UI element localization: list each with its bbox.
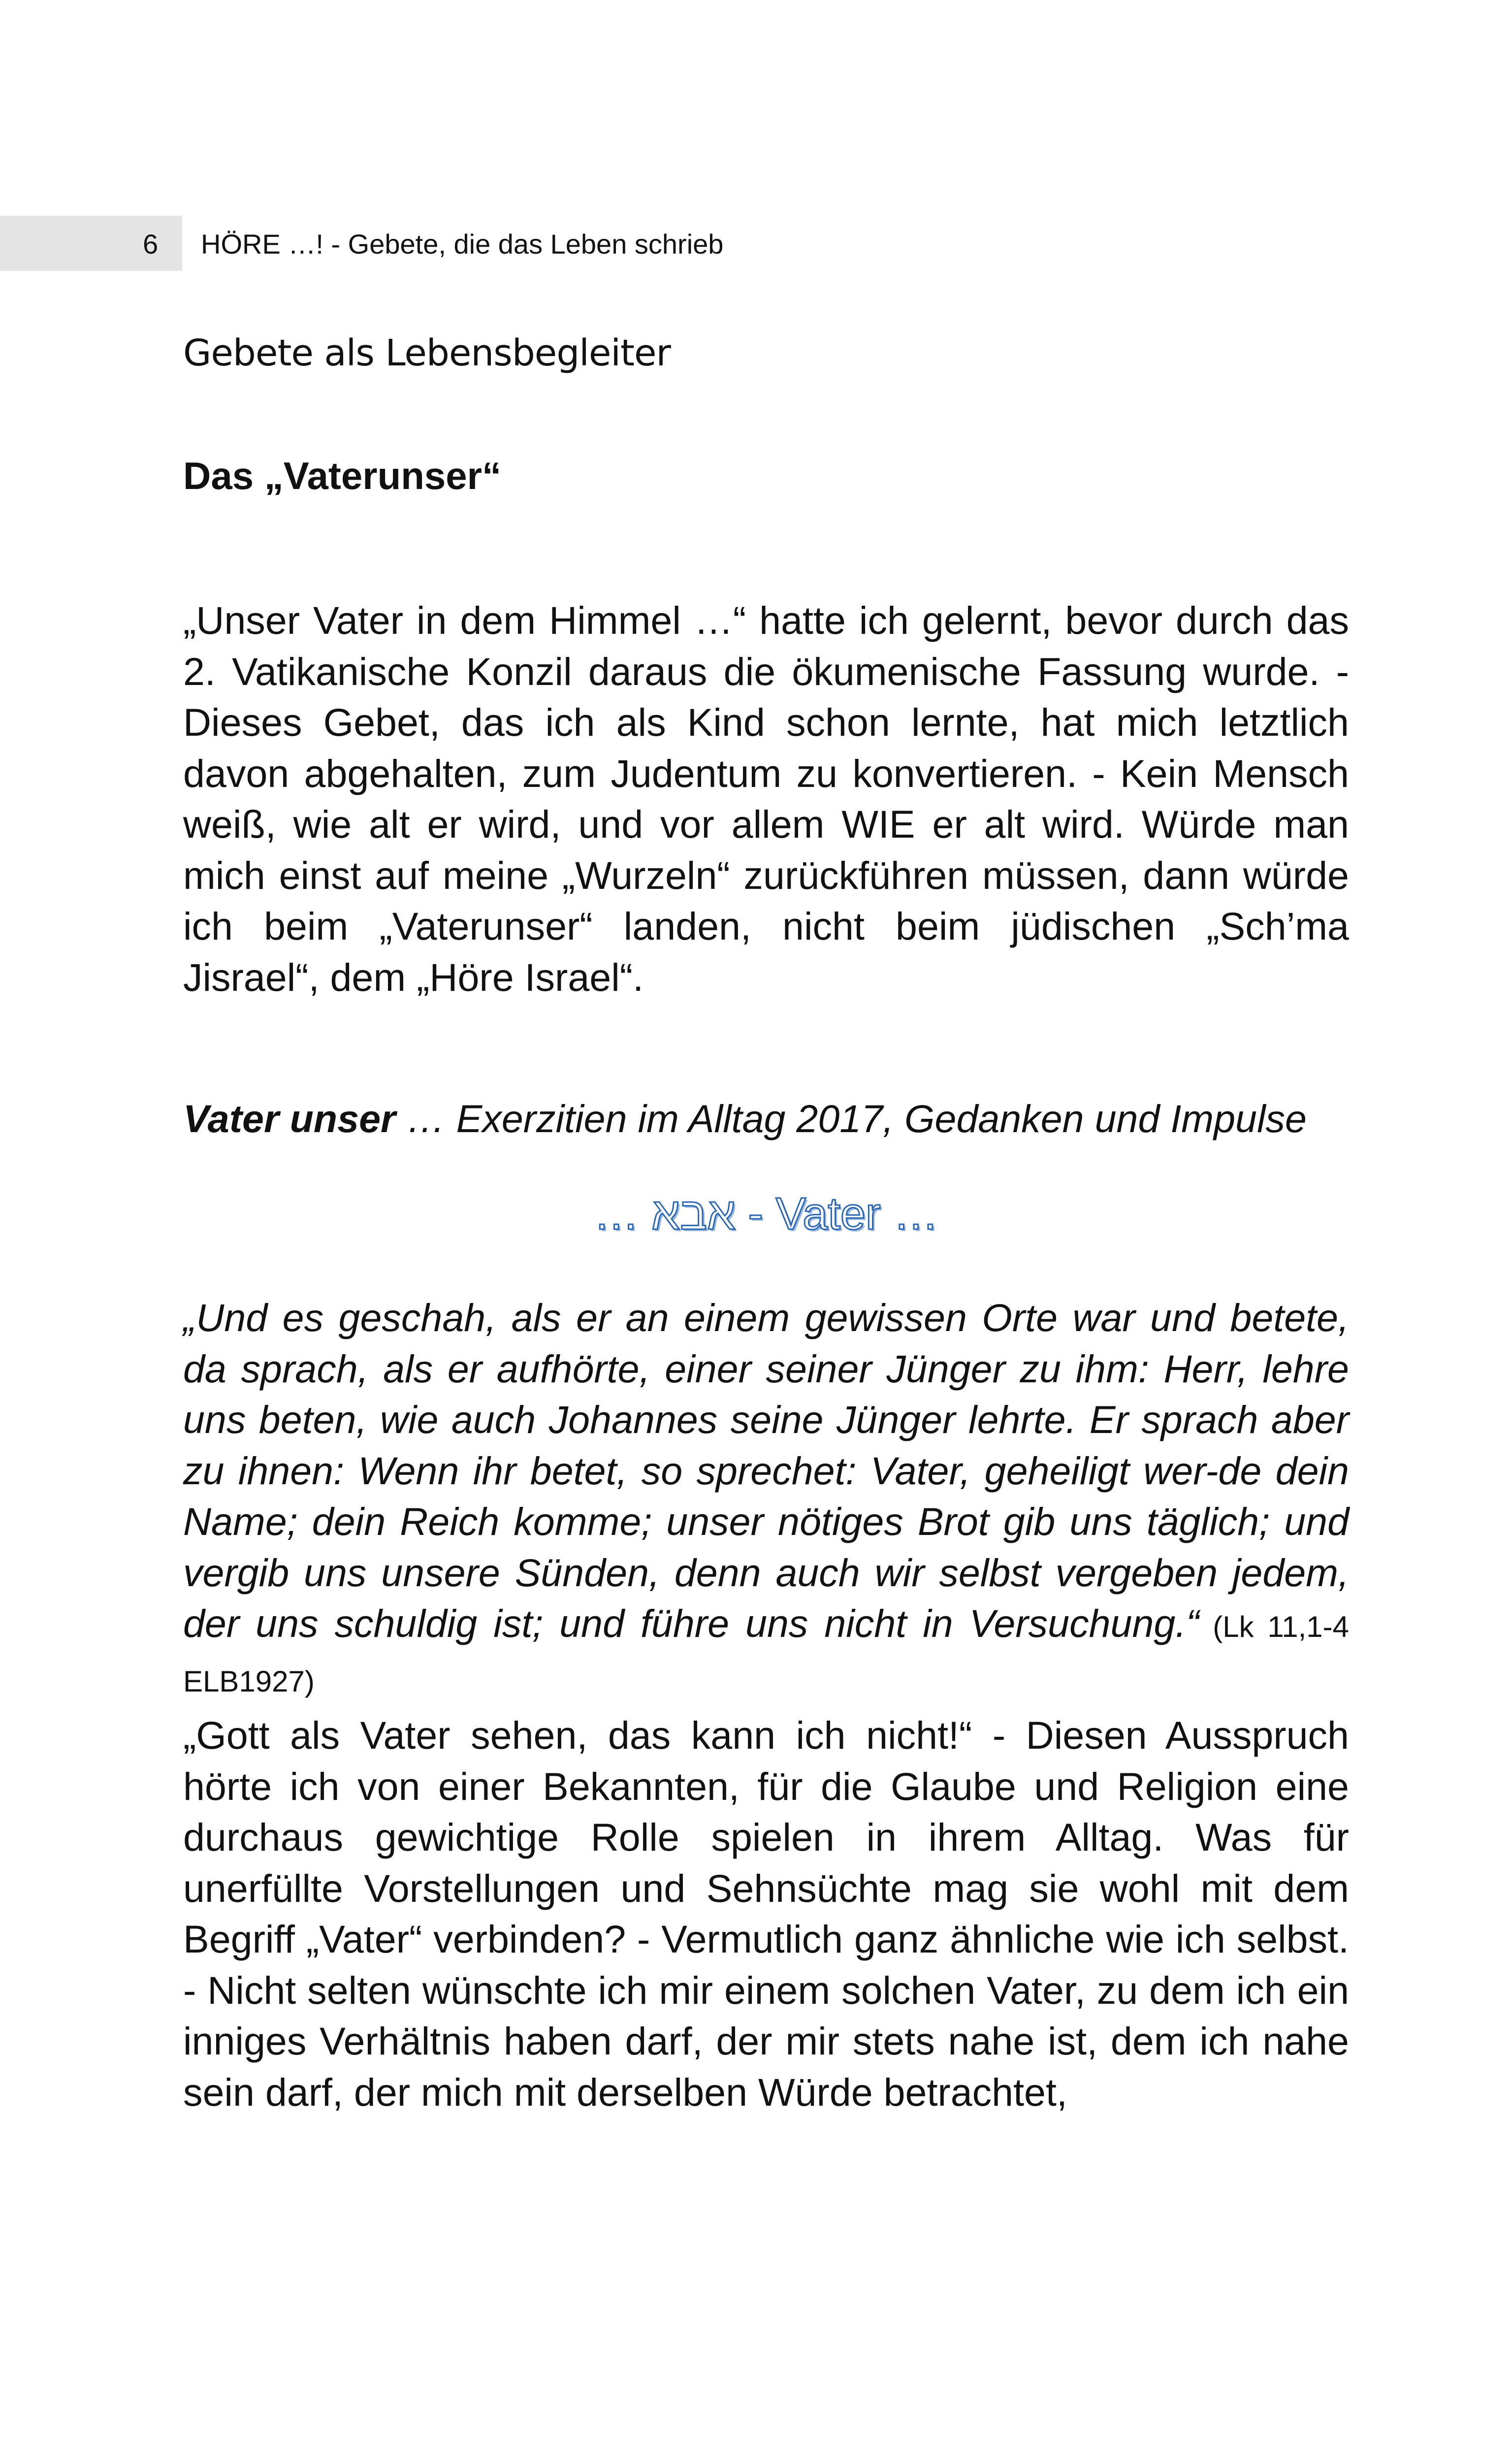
citation-bold: Vater unser xyxy=(183,1097,396,1140)
citation-line xyxy=(183,1094,1307,1143)
outlined-heading-text: … אבא - Vater … xyxy=(593,1189,939,1239)
outlined-heading xyxy=(183,1187,1349,1241)
bible-quote xyxy=(183,1292,1349,1707)
page-number: 6 xyxy=(143,228,159,260)
section-title: Gebete als Lebensbegleiter xyxy=(183,332,671,374)
paragraph-1: „Unser Vater in dem Himmel …“ hatte ich gelernt, bevor durch das 2. Vatikanische Konzil daraus die ökumenische Fassung wurde. - Dieses Gebet, das ich als Kind schon lernte, hat mich letztlich davon abgehalten, zum Judentum zu konvertieren. - Kein Mensch weiß, wie alt er wird, und vor allem WIE er alt wird. Würde man mich einst auf meine „Wurzeln“ zurückführen müssen, dann würde ich beim „Vaterunser“ landen, nicht beim jüdischen „Sch’ma Jisrael“, dem „Höre Israel“. xyxy=(183,598,1349,999)
paragraph-2: „Gott als Vater sehen, das kann ich nicht!“ - Diesen Ausspruch hörte ich von einer Bekannten, für die Glaube und Religion eine durchaus gewichtige Rolle spielen in ihrem Alltag. Was für unerfüllte Vorstellungen und Sehnsüchte mag sie wohl mit dem Begriff „Vater“ verbinden? - Vermutlich ganz ähnliche wie ich selbst. - Nicht selten wünschte ich mir einem solchen Vater, zu dem ich ein inniges Verhältnis haben darf, der mir stets nahe ist, dem ich nahe sein darf, der mich mit derselben Würde betrachtet, xyxy=(183,1713,1349,2114)
running-header: HÖRE …! - Gebete, die das Leben schrieb xyxy=(201,228,724,260)
quote-reference: (Lk 11,1-4 ELB1927) xyxy=(183,1610,1349,1698)
quote-text: „Und es geschah, als er an einem gewissen Orte war und betete, da sprach, als er aufhörte, einer seiner Jünger zu ihm: Herr, lehre uns beten, wie auch Johannes seine Jünger lehrte. Er sprach aber zu ihnen: Wenn ihr betet, so sprechet: Vater, geheiligt wer-de dein Name; dein Reich komme; unser nötiges Brot gib uns täglich; und vergib uns unsere Sünden, denn auch wir selbst vergeben jedem, der uns schuldig ist; und führe uns nicht in Versuchung.“ xyxy=(183,1296,1349,1645)
subsection-title: Das „Vaterunser“ xyxy=(183,454,501,497)
citation-rest: … Exerzitien im Alltag 2017, Gedanken und Impulse xyxy=(395,1097,1307,1140)
